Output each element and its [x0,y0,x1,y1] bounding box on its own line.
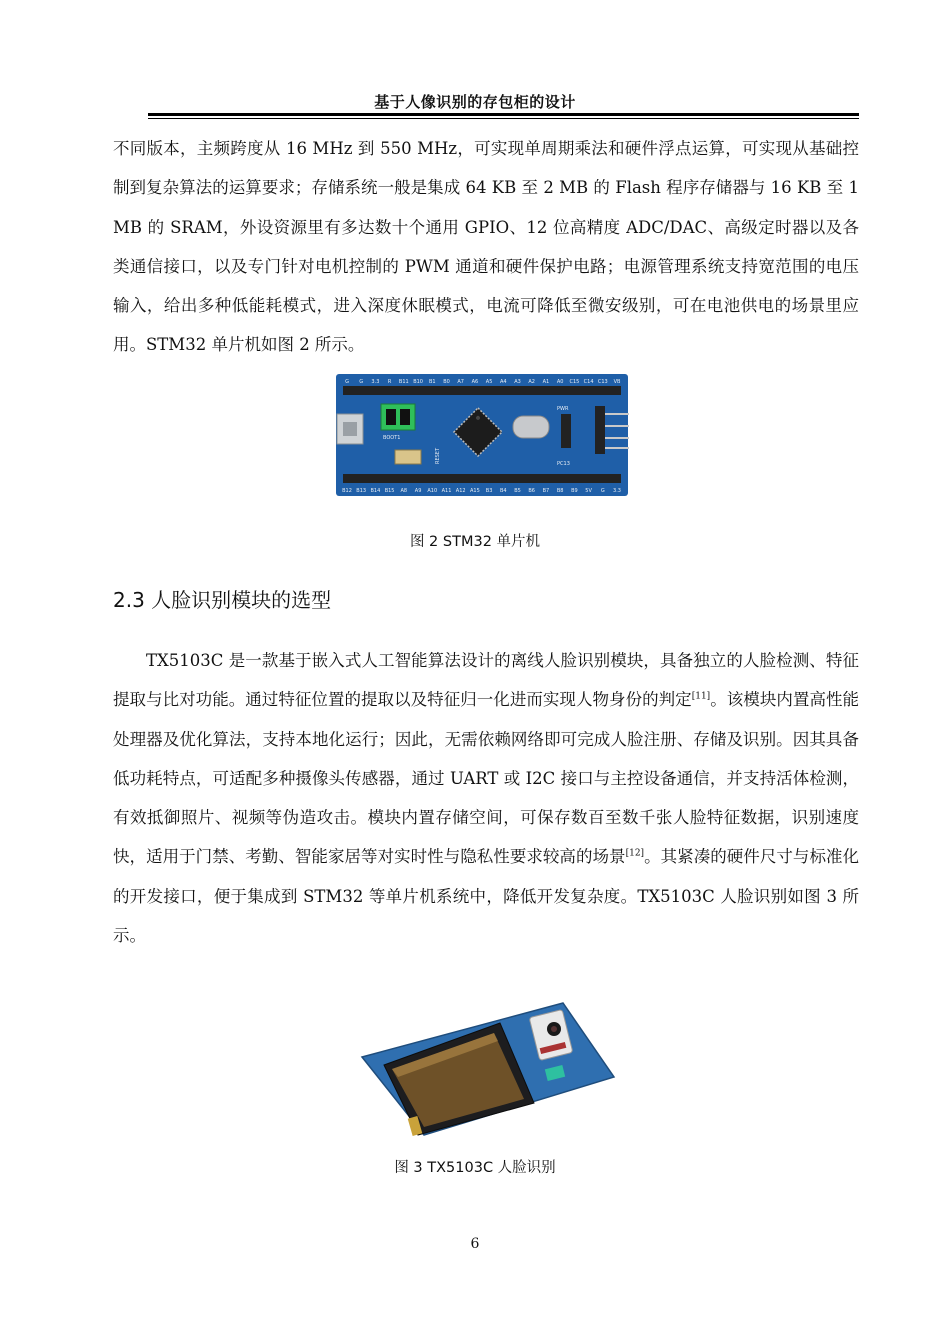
pwr-header [561,414,571,448]
bottom-pin-label: 5V [585,488,592,494]
pc13-label: PC13 [557,461,570,467]
bottom-pin-label: B9 [571,488,578,494]
top-pin-label: VB [613,379,621,385]
top-pin-label: A1 [542,379,550,385]
bottom-header-pins [343,474,621,483]
top-pin-label: G [345,379,349,385]
paragraph-2-part-1: TX5103C 是一款基于嵌入式人工智能算法设计的离线人脸识别模块，具备独立的人脸检测、特征提取与比对功能。通过特征位置的提取以及特征归一化进而实现人物身份的判定 [113,651,859,710]
figure-2-caption: 图 2 STM32 单片机 [409,534,541,550]
bottom-pin-label: B3 [485,488,493,494]
paragraph-1-text: 不同版本，主频跨度从 16 MHz 到 550 MHz，可实现单周期乘法和硬件浮点运算，可实现从基础控制到复杂算法的运算要求；存储系统一般是集成 64 KB 至 2 MB 的 Flash 程序存储器与 16 KB 至 1 MB 的 SRAM，外设资源里有多达数十个通用 GPIO、12 位高精度 ADC/DAC、高级定时器以及各类通信接口，以及专门针对电机控制的 PWM 通道和硬件保护电路；电源管理系统支持宽范围的电压输入，给出多种低能耗模式，进入深度休眠模式，电流可降低至微安级别，可在电池供电的场景里应用。STM32 单片机如图 2 所示。 [113,139,859,355]
pwr-label: PWR [557,406,569,412]
top-pin-label: R [387,379,392,385]
bottom-pin-label: B4 [499,488,507,494]
header-rule-thin [148,118,859,119]
section-heading: 2.3 人脸识别模块的选型 [113,588,332,612]
top-pin-label: G [359,379,364,385]
running-header-title: 基于人像识别的存包柜的设计 [374,93,576,111]
bottom-pin-label: B13 [356,488,367,494]
paragraph-2-part-2: 。该模块内置高性能处理器及优化算法，支持本地化运行；因此，无需依赖网络即可完成人脸注册、存储及识别。因其具备低功耗特点，可适配多种摄像头传感器，通过 UART 或 I2C 接口与主控设备通信，并支持活体检测，有效抵御照片、视频等伪造攻击。模块内置存储空间，可保存数百至数千张人脸特征数据，识别速度快，适用于门禁、考勤、智能家居等对实时性与隐私性要求较高的场景 [113,690,860,867]
top-pin-label: A3 [514,379,521,385]
bottom-pin-label: 3.3 [613,488,621,494]
boot-label: BOOT1 [383,435,401,441]
top-pin-label: B0 [443,379,450,385]
top-header-pins [343,386,621,395]
top-pin-label: A5 [485,379,493,385]
top-pin-label: A4 [499,379,507,385]
crystal-oscillator [513,416,549,438]
top-pin-label: B10 [413,379,423,385]
bottom-pin-label: G [600,488,605,494]
top-pin-label: B11 [398,379,409,385]
bottom-pin-label: B15 [384,488,395,494]
top-pin-label: C15 [569,379,580,385]
bottom-pin-label: A15 [470,488,480,494]
paragraph-2-text [113,641,859,955]
bottom-pin-label: B8 [556,488,564,494]
bottom-pin-label: B7 [542,488,550,494]
bottom-pin-label: A8 [400,488,408,494]
bottom-pin-label: A12 [455,488,466,494]
body-paragraph-2 [113,641,859,955]
top-pin-label: B1 [428,379,436,385]
tx5103c-module-figure [358,995,616,1140]
top-pin-label: C14 [583,379,594,385]
bottom-pin-label: A11 [441,488,452,494]
bottom-pin-label: B5 [514,488,521,494]
bottom-pin-label: B12 [342,488,352,494]
body-paragraph-1 [113,129,859,365]
bottom-pin-label: A9 [414,488,422,494]
reset-label: RESET [435,447,441,464]
top-pin-label: A6 [471,379,479,385]
page-number: 6 [470,1236,480,1252]
figure-3-caption: 图 3 TX5103C 人脸识别 [394,1160,556,1176]
paragraph-2-part-3: 。其紧凑的硬件尺寸与标准化的开发接口，便于集成到 STM32 等单片机系统中，降低开发复杂度。TX5103C 人脸识别如图 3 所示。 [113,847,860,946]
bottom-pin-label: A10 [427,488,438,494]
stm32-board-figure [333,372,631,498]
header-rule-thick [148,113,859,116]
top-pin-label: A2 [528,379,536,385]
bottom-pin-label: B14 [370,488,381,494]
top-pin-label: A0 [556,379,564,385]
bottom-pin-label: B6 [528,488,536,494]
citation-11: [11] [691,691,711,702]
reset-button [395,450,421,464]
top-pin-label: A7 [457,379,465,385]
top-pin-label: 3.3 [371,379,380,385]
top-pin-label: C13 [597,379,608,385]
citation-12: [12] [625,848,645,859]
